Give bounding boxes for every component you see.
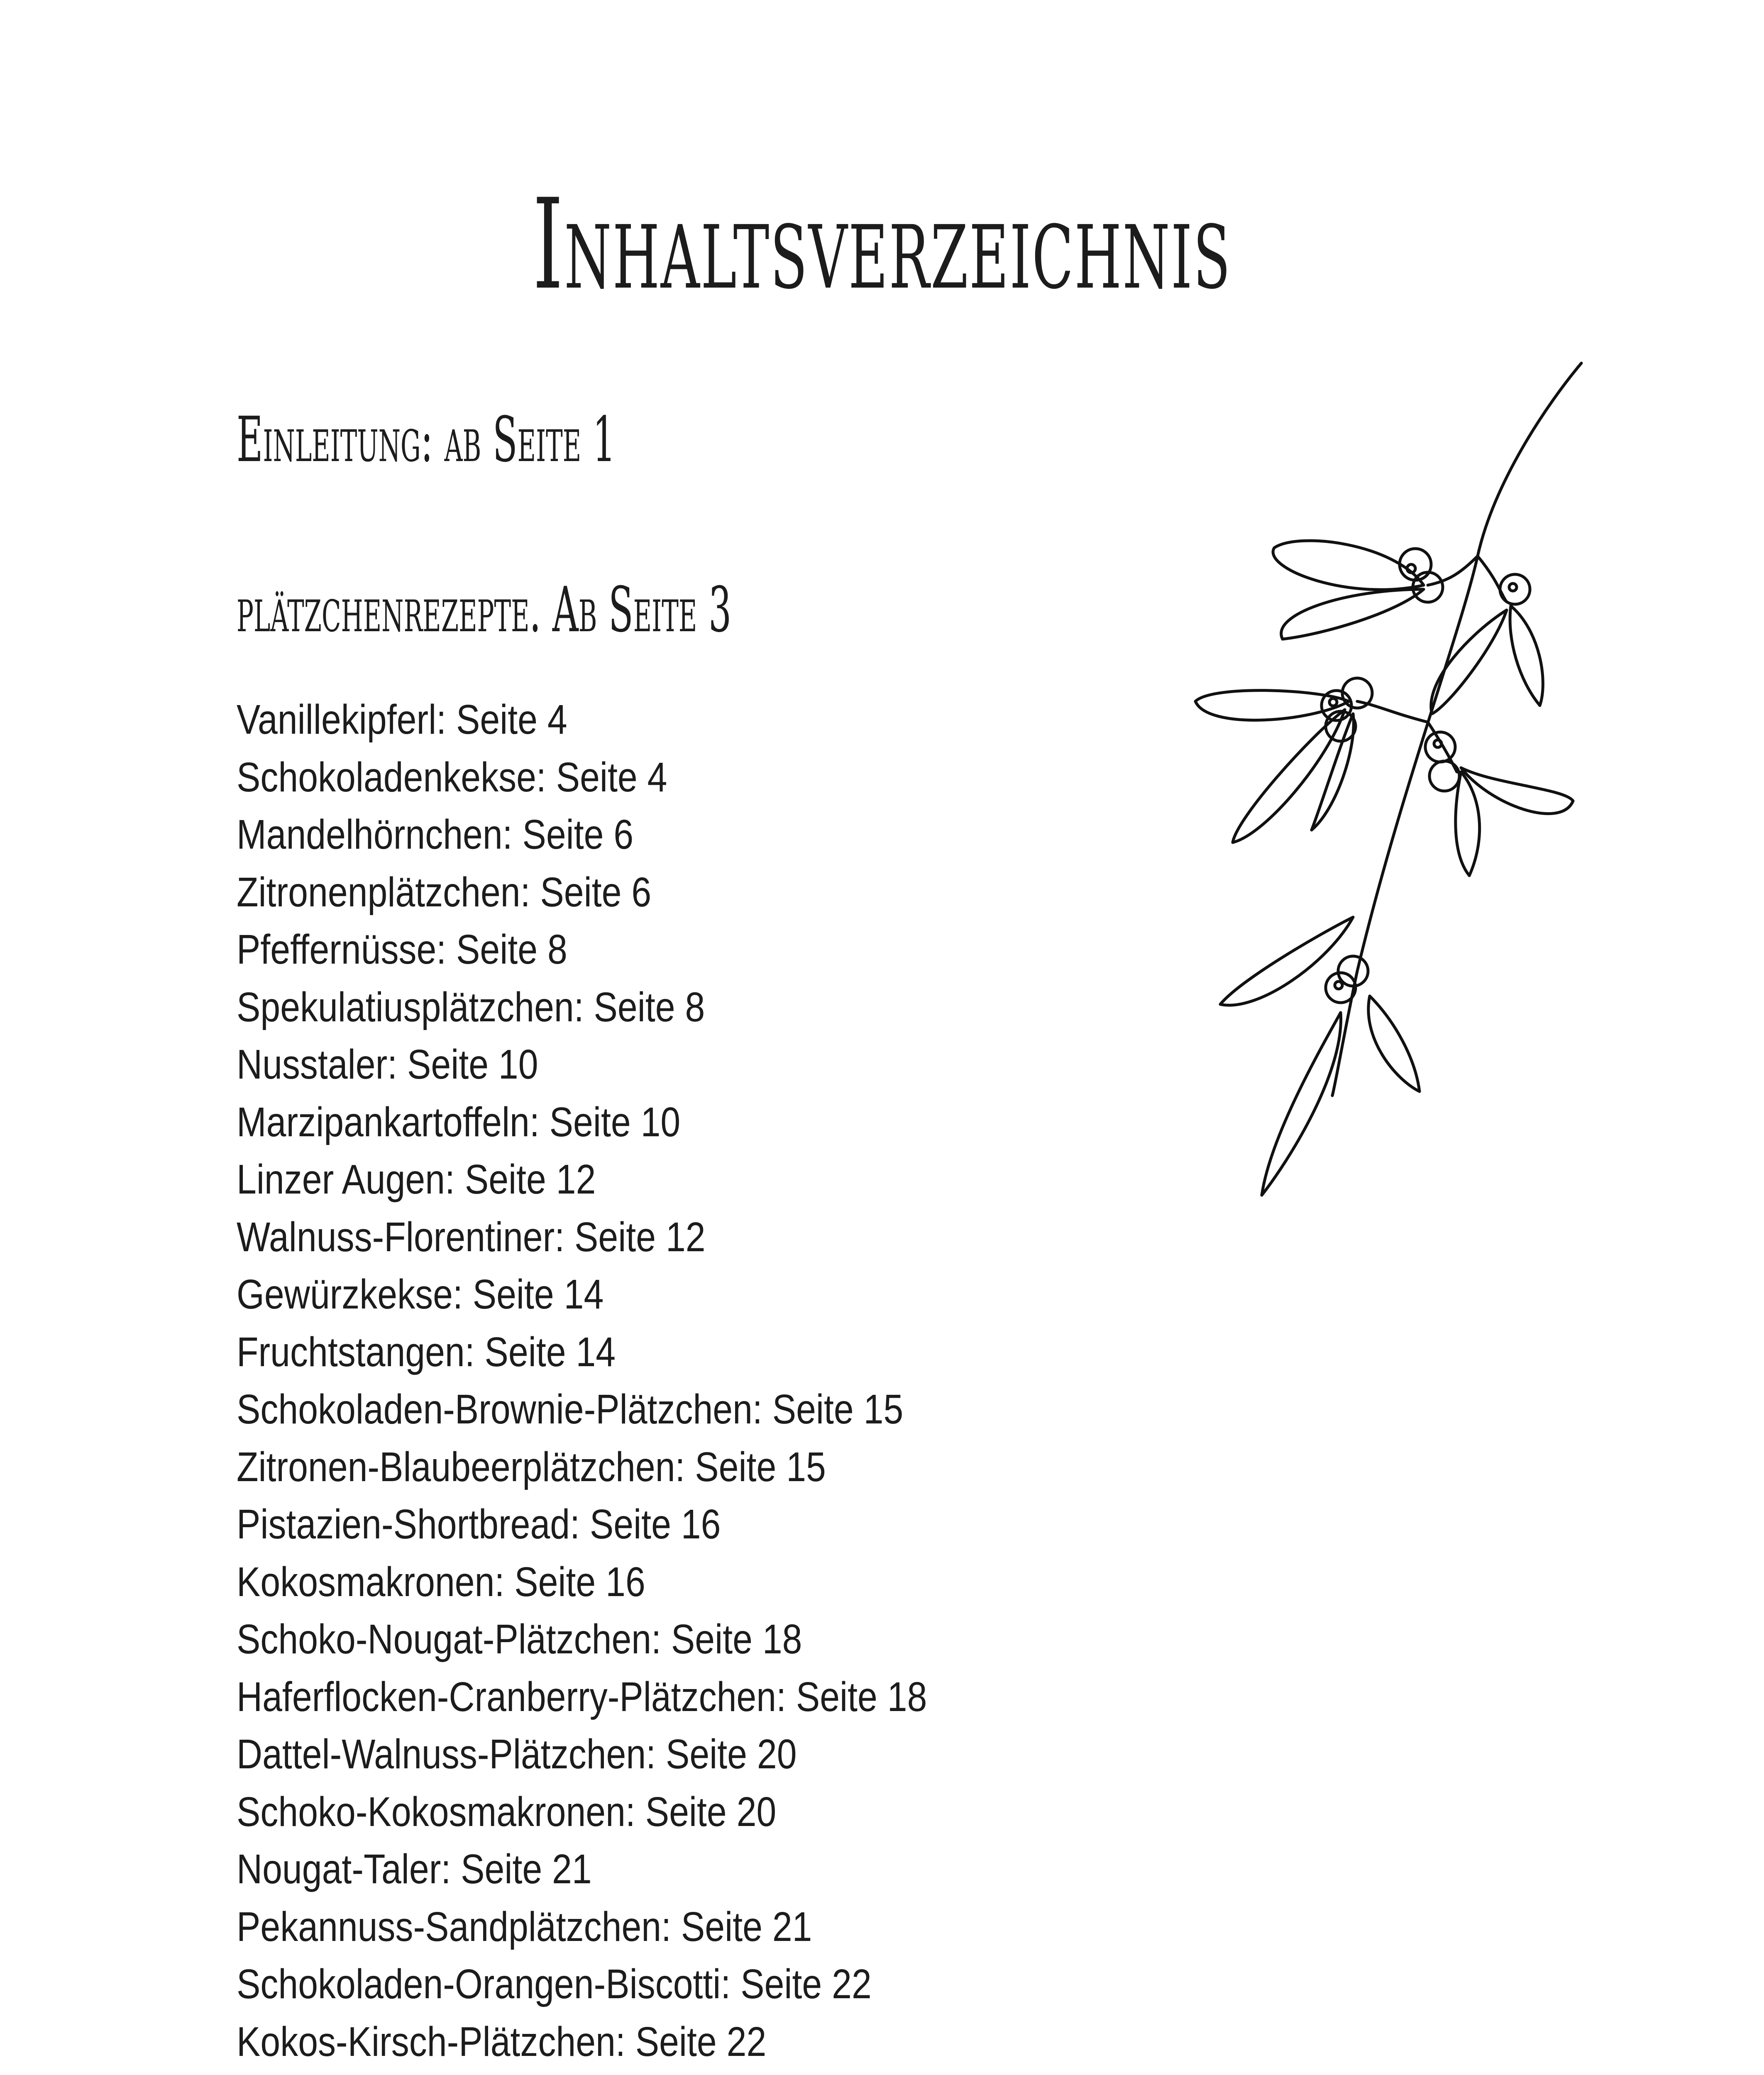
section-heading-cookies: plätzchenrezepte. Ab Seite 3 — [237, 574, 732, 646]
recipe-item: Mandelhörnchen: Seite 6 — [237, 811, 634, 858]
recipe-item: Kokos-Kirsch-Plätzchen: Seite 22 — [237, 2018, 767, 2065]
recipe-item: Haferflocken-Cranberry-Plätzchen: Seite 18 — [237, 1673, 927, 1720]
recipe-item: Pekannuss-Sandplätzchen: Seite 21 — [237, 1903, 812, 1950]
recipe-item: Nusstaler: Seite 10 — [237, 1041, 538, 1088]
recipe-item: Zitronenplätzchen: Seite 6 — [237, 869, 652, 915]
recipe-item: Nougat-Taler: Seite 21 — [237, 1846, 592, 1892]
recipe-item: Schokoladenkekse: Seite 4 — [237, 754, 667, 801]
recipe-item: Dattel-Walnuss-Plätzchen: Seite 20 — [237, 1731, 797, 1777]
recipe-item: Marzipankartoffeln: Seite 10 — [237, 1099, 681, 1145]
recipe-item: Pfeffernüsse: Seite 8 — [237, 926, 567, 973]
recipe-item: Walnuss-Florentiner: Seite 12 — [237, 1213, 706, 1260]
recipe-item: Fruchtstangen: Seite 14 — [237, 1328, 616, 1375]
recipe-item: Linzer Augen: Seite 12 — [237, 1156, 596, 1203]
page-title: Inhaltsverzeichnis — [533, 172, 1231, 317]
recipe-item: Pistazien-Shortbread: Seite 16 — [237, 1501, 721, 1548]
recipe-item: Schoko-Nougat-Plätzchen: Seite 18 — [237, 1616, 802, 1662]
recipe-item: Schokoladen-Brownie-Plätzchen: Seite 15 — [237, 1386, 904, 1433]
recipe-item: Gewürzkekse: Seite 14 — [237, 1271, 604, 1318]
recipe-item: Kokosmakronen: Seite 16 — [237, 1558, 645, 1605]
recipe-item: Zitronen-Blaubeerplätzchen: Seite 15 — [237, 1443, 826, 1490]
mistletoe-icon — [1162, 349, 1598, 1233]
section-heading-intro: Einleitung: ab Seite 1 — [237, 404, 616, 476]
recipe-item: Spekulatiusplätzchen: Seite 8 — [237, 984, 705, 1030]
recipe-item: Schokoladen-Orangen-Biscotti: Seite 22 — [237, 1961, 872, 2007]
recipe-item: Vanillekipferl: Seite 4 — [237, 696, 567, 743]
recipe-list — [237, 691, 1039, 2070]
recipe-item: Schoko-Kokosmakronen: Seite 20 — [237, 1788, 777, 1835]
